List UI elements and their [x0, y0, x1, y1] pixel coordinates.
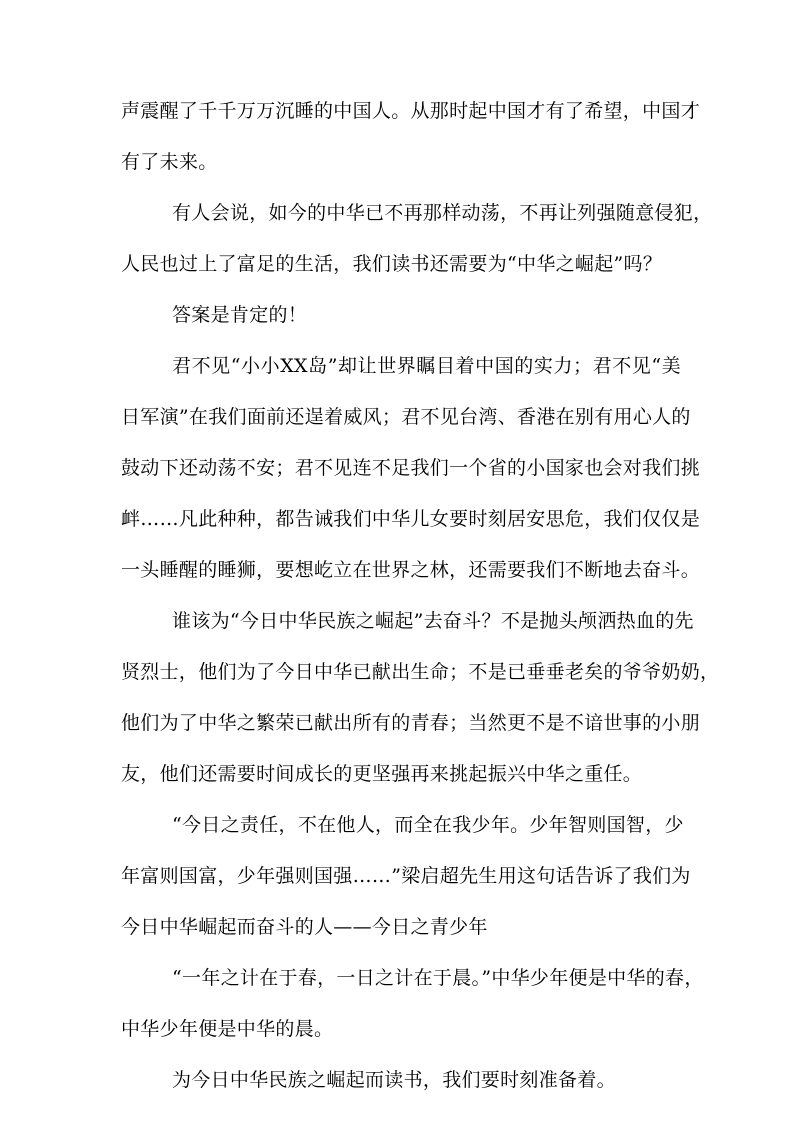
text-line: 年富则国富，少年强则国强……”梁启超先生用这句话告诉了我们为: [121, 865, 691, 887]
text-line: 衅……凡此种种，都告诫我们中华儿女要时刻居安思危，我们仅仅是: [121, 508, 701, 530]
text-line: 有了未来。: [121, 151, 218, 173]
text-line: 友，他们还需要时间成长的更坚强再来挑起振兴中华之重任。: [121, 763, 643, 785]
text-line: 今日中华崛起而奋斗的人——今日之青少年: [121, 916, 488, 938]
text-line: 他们为了中华之繁荣已献出所有的青春；当然更不是不谙世事的小朋: [121, 712, 701, 734]
text-line: 中华少年便是中华的晨。: [121, 1018, 334, 1040]
text-line: 为今日中华民族之崛起而读书，我们要时刻准备着。: [172, 1069, 616, 1091]
text-line: 声震醒了千千万万沉睡的中国人。从那时起中国才有了希望，中国才: [121, 100, 701, 122]
text-line: 日军演”在我们面前还逞着威风；君不见台湾、香港在别有用心人的: [121, 406, 691, 428]
text-line: 答案是肯定的！: [172, 304, 308, 326]
text-line: 谁该为“今日中华民族之崛起”去奋斗？不是抛头颅洒热血的先: [172, 610, 694, 632]
text-line: 君不见“小小XX岛”却让世界瞩目着中国的实力；君不见“美: [172, 355, 681, 377]
text-line: 鼓动下还动荡不安；君不见连不足我们一个省的小国家也会对我们挑: [121, 457, 701, 479]
essay-body: [121, 86, 720, 1106]
text-line: “今日之责任，不在他人，而全在我少年。少年智则国智，少: [172, 814, 684, 836]
text-line: 有人会说，如今的中华已不再那样动荡，不再让列强随意侵犯，: [172, 202, 713, 224]
text-line: 人民也过上了富足的生活，我们读书还需要为“中华之崛起”吗？: [121, 253, 663, 275]
text-line: 贤烈士，他们为了今日中华已献出生命；不是已垂垂老矣的爷爷奶奶，: [121, 661, 720, 683]
text-line: 一头睡醒的睡狮，要想屹立在世界之林，还需要我们不断地去奋斗。: [121, 559, 701, 581]
text-line: “一年之计在于春，一日之计在于晨。”中华少年便是中华的春，: [172, 967, 704, 989]
